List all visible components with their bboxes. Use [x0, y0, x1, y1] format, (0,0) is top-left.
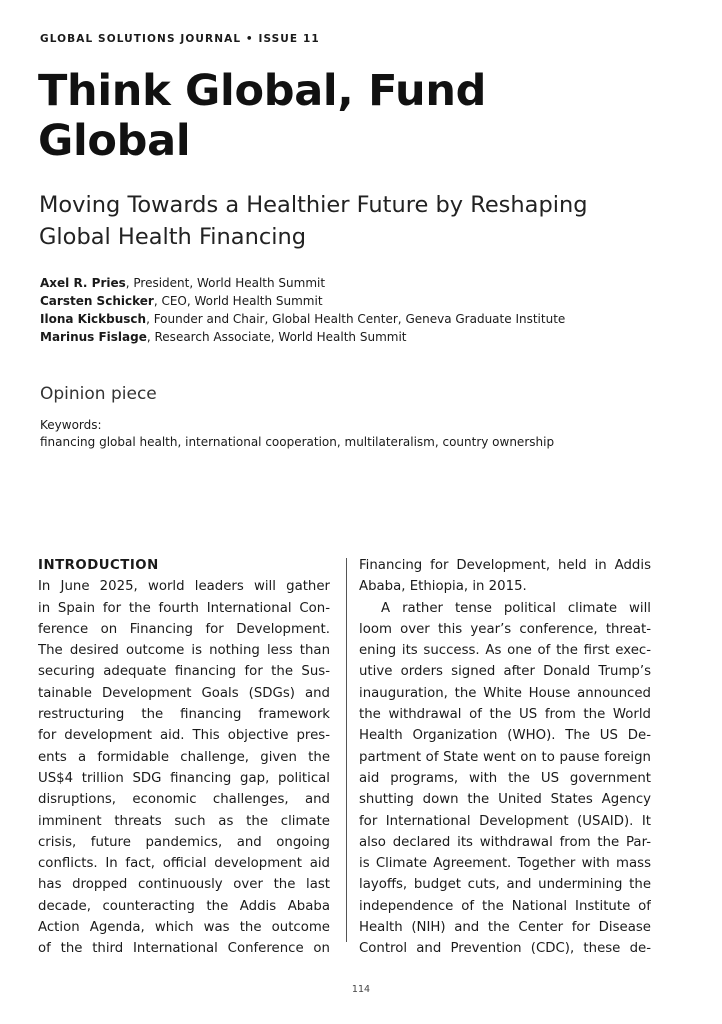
text-line: restructuring the financing framework — [38, 707, 330, 723]
author-name: Ilona Kickbusch — [40, 312, 147, 326]
text-line: Health Organization (WHO). The US De- — [359, 728, 651, 744]
body-column-right — [359, 555, 651, 960]
text-line: imminent threats such as the climate — [38, 813, 330, 829]
text-line: also declared its withdrawal from the Par- — [359, 834, 651, 850]
author-entry — [40, 328, 700, 346]
journal-header: GLOBAL SOLUTIONS JOURNAL • ISSUE 11 — [40, 33, 320, 45]
text-line: Financing for Development, held in Addis — [359, 558, 651, 573]
article-title — [38, 66, 698, 166]
text-line: US$4 trillion SDG financing gap, political — [38, 770, 330, 786]
text-line: decade, counteracting the Addis Ababa — [38, 898, 330, 914]
text-line: layoffs, budget cuts, and undermining the — [359, 877, 651, 893]
author-name: Axel R. Pries — [40, 276, 126, 290]
text-line: utive orders signed after Donald Trump’s — [359, 664, 651, 680]
subtitle-line: Moving Towards a Healthier Future by Reshaping — [39, 192, 588, 218]
author-role: , Founder and Chair, Global Health Center, Geneva Graduate Institute — [146, 312, 566, 326]
text-line: Control and Prevention (CDC), these de- — [359, 941, 651, 957]
column-divider — [346, 558, 347, 942]
text-line: in Spain for the fourth International Con- — [38, 600, 330, 616]
left-paragraph — [38, 576, 330, 959]
text-line: Ababa, Ethiopia, in 2015. — [359, 579, 527, 595]
text-line: for International Development (USAID). It — [359, 813, 651, 829]
text-line: inauguration, the White House announced — [359, 685, 651, 701]
right-paragraph-2 — [359, 598, 651, 960]
author-name: Marinus Fislage — [40, 330, 147, 344]
author-role: , President, World Health Summit — [125, 276, 326, 290]
author-entry — [40, 292, 700, 310]
text-line: Health (NIH) and the Center for Disease — [359, 920, 651, 936]
text-line: of the third International Conference on — [38, 941, 330, 957]
keywords-text: financing global health, international cooperation, multilateralism, country ownership — [40, 435, 555, 449]
section-heading: INTRODUCTION — [38, 558, 159, 573]
text-line: the withdrawal of the US from the World — [359, 707, 651, 723]
text-line: crisis, future pandemics, and ongoing — [38, 834, 330, 850]
text-line: disruptions, economic challenges, and — [38, 792, 330, 808]
text-line: In June 2025, world leaders will gather — [38, 579, 330, 595]
author-role: , Research Associate, World Health Summit — [146, 330, 407, 344]
text-line: has dropped continuously over the last — [38, 877, 330, 893]
text-line: shutting down the United States Agency — [359, 792, 651, 808]
text-line: Action Agenda, which was the outcome — [38, 920, 330, 936]
author-name: Carsten Schicker — [40, 294, 154, 308]
keywords-label: Keywords: — [40, 418, 102, 432]
text-line: securing adequate financing for the Sus- — [38, 664, 330, 680]
text-line: tainable Development Goals (SDGs) and — [38, 685, 330, 701]
author-list — [40, 274, 700, 346]
author-entry — [40, 310, 700, 328]
text-line: ents a formidable challenge, given the — [38, 749, 330, 765]
text-line: for development aid. This objective pres- — [38, 728, 330, 744]
article-subtitle — [39, 189, 699, 253]
text-line: partment of State went on to pause foreign — [359, 749, 651, 765]
text-line: aid programs, with the US government — [359, 770, 651, 786]
page-number: 114 — [351, 984, 371, 995]
text-line: ference on Financing for Development. — [38, 621, 330, 637]
title-line: Global — [38, 116, 191, 166]
author-entry — [40, 274, 700, 292]
title-line: Think Global, Fund — [38, 66, 487, 116]
text-line: The desired outcome is nothing less than — [38, 643, 330, 659]
text-line: ening its success. As one of the first exec- — [359, 643, 651, 659]
subtitle-line: Global Health Financing — [39, 224, 306, 250]
text-line: loom over this year’s conference, threat- — [359, 621, 651, 637]
right-paragraph-1 — [359, 555, 651, 598]
body-column-left — [38, 555, 330, 960]
piece-type: Opinion piece — [40, 384, 157, 404]
text-line: conflicts. In fact, official development aid — [38, 856, 330, 872]
text-line: independence of the National Institute of — [359, 898, 651, 914]
author-role: , CEO, World Health Summit — [153, 294, 323, 308]
text-line: A rather tense political climate will — [381, 600, 651, 616]
text-line: is Climate Agreement. Together with mass — [359, 856, 651, 872]
